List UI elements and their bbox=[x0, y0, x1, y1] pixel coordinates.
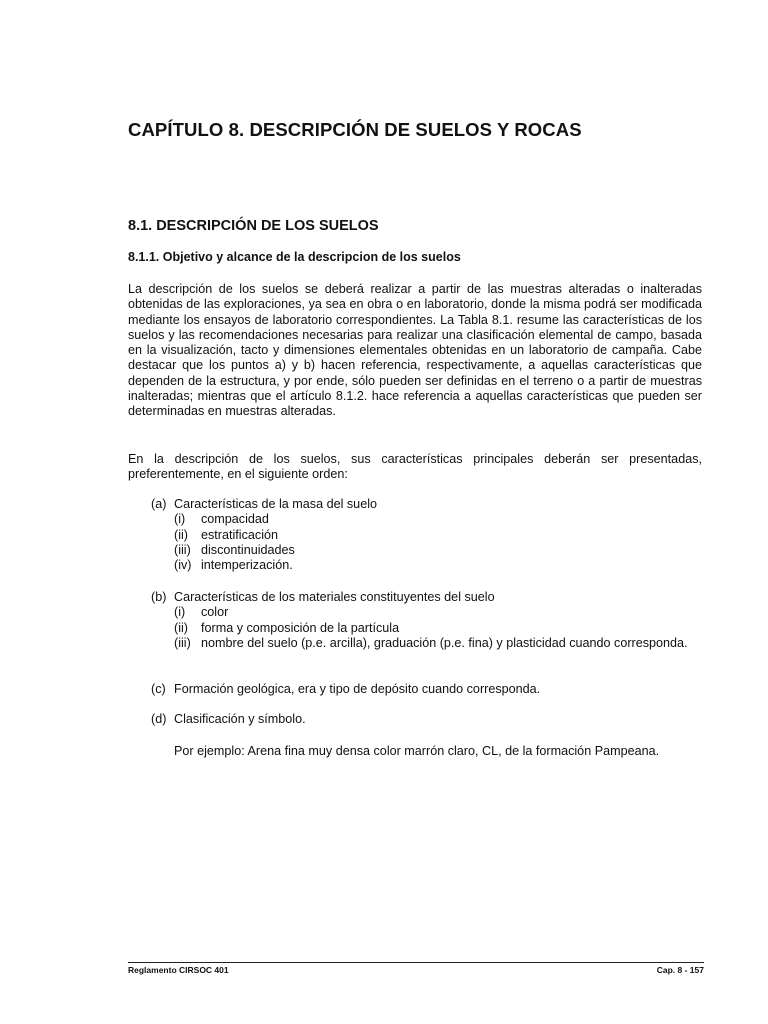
sub-text: discontinuidades bbox=[201, 542, 295, 557]
chapter-title: CAPÍTULO 8. DESCRIPCIÓN DE SUELOS Y ROCAS bbox=[128, 119, 582, 140]
footer-page-number: Cap. 8 - 157 bbox=[656, 965, 704, 975]
sub-text: estratificación bbox=[201, 527, 278, 542]
sub-text: forma y composición de la partícula bbox=[201, 620, 400, 635]
sub-text: intemperización. bbox=[201, 558, 293, 573]
sub-text: color bbox=[201, 605, 229, 620]
sub-text: compacidad bbox=[201, 512, 269, 527]
list-marker: (d) bbox=[151, 712, 167, 726]
section-title: 8.1. DESCRIPCIÓN DE LOS SUELOS bbox=[128, 218, 379, 234]
sub-marker: (iv) bbox=[174, 558, 192, 573]
sub-marker: (iii) bbox=[174, 635, 191, 650]
list-marker: (b) bbox=[151, 590, 167, 604]
sub-list-b bbox=[174, 605, 703, 666]
list-label: Formación geológica, era y tipo de depósito cuando corresponda. bbox=[174, 682, 541, 696]
sub-item bbox=[174, 621, 703, 636]
list-marker: (c) bbox=[151, 682, 166, 696]
sub-marker: (i) bbox=[174, 512, 186, 527]
sub-marker: (ii) bbox=[174, 527, 188, 542]
list-marker: (a) bbox=[151, 497, 167, 511]
sub-text: nombre del suelo (p.e. arcilla), graduación (p.e. fina) y plasticidad cuando corresponda. bbox=[201, 635, 688, 650]
example-text: Por ejemplo: Arena fina muy densa color marrón claro, CL, de la formación Pampeana. bbox=[174, 744, 660, 758]
sub-item bbox=[174, 512, 703, 527]
sub-list-a bbox=[174, 512, 703, 573]
paragraph-description: La descripción de los suelos se deberá realizar a partir de las muestras alteradas o inalteradas obtenidas de las exploraciones, ya sea en obra o en laboratorio, donde la misma podrá ser modificada mediante los ensayos de laboratorio correspondientes. La Tabla 8.1. resume las características de los suelos y las recomendaciones necesarias para realizar una clasificación elemental de campo, basada en la visualización, tacto y dimensiones elementales obtenidas en un laboratorio de campaña. Cabe destacar que los puntos a) y b) hacen referencia, respectivamente, a aquellas características que dependen de la estructura, y por ende, sólo pueden ser definidas en el terreno o a partir de muestras inalteradas; mientras que el artículo 8.1.2. hace referencia a aquellas características que pueden ser determinadas en muestras alteradas. bbox=[128, 282, 702, 418]
sub-item bbox=[174, 543, 703, 558]
list-label: Características de la masa del suelo bbox=[174, 497, 377, 511]
sub-marker: (i) bbox=[174, 605, 186, 620]
sub-marker: (ii) bbox=[174, 620, 188, 635]
paragraph-order: En la descripción de los suelos, sus características principales deberán ser presentadas, preferentemente, en el siguiente orden: bbox=[128, 452, 702, 482]
sub-item bbox=[174, 528, 703, 543]
subsection-title: 8.1.1. Objetivo y alcance de la descripcion de los suelos bbox=[128, 250, 461, 264]
footer-document-name: Reglamento CIRSOC 401 bbox=[128, 965, 229, 975]
footer-divider bbox=[128, 962, 704, 963]
list-label: Características de los materiales constituyentes del suelo bbox=[174, 590, 495, 604]
sub-item bbox=[174, 605, 703, 620]
list-label: Clasificación y símbolo. bbox=[174, 712, 306, 726]
sub-item bbox=[174, 636, 703, 667]
sub-marker: (iii) bbox=[174, 542, 191, 557]
sub-item bbox=[174, 558, 703, 573]
